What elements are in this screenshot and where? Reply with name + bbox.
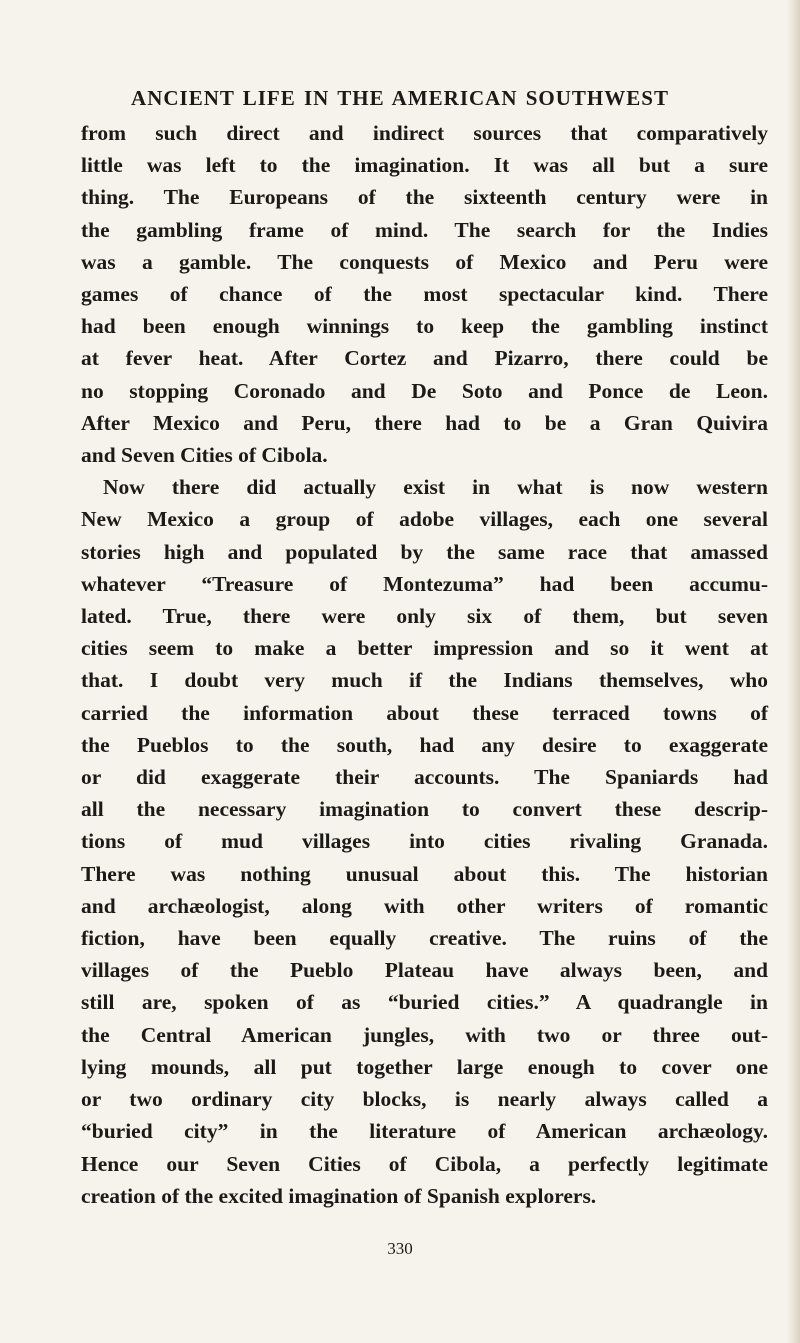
text-line: whatever “Treasure of Montezuma” had been accumu- bbox=[81, 571, 768, 596]
text-line: or did exaggerate their accounts. The Spaniards had bbox=[81, 765, 768, 790]
text-line: at fever heat. After Cortez and Pizarro, there could be bbox=[81, 346, 768, 371]
text-line: the Central American jungles, with two or three out- bbox=[81, 1022, 768, 1047]
body-text bbox=[81, 117, 768, 1212]
text-line: and Seven Cities of Cibola. bbox=[81, 443, 328, 468]
text-line: no stopping Coronado and De Soto and Ponce de Leon. bbox=[81, 378, 768, 403]
text-line: “buried city” in the literature of American archæology. bbox=[81, 1119, 768, 1144]
running-head: ANCIENT LIFE IN THE AMERICAN SOUTHWEST bbox=[131, 86, 669, 110]
text-line: Hence our Seven Cities of Cibola, a perfectly legitimate bbox=[81, 1151, 768, 1176]
text-line: Now there did actually exist in what is now western bbox=[103, 475, 768, 500]
text-line: still are, spoken of as “buried cities.” A quadrangle in bbox=[81, 990, 768, 1015]
page-number: 330 bbox=[387, 1239, 413, 1258]
text-line: had been enough winnings to keep the gambling instinct bbox=[81, 314, 768, 339]
page-edge-shadow bbox=[786, 0, 800, 1343]
text-line: carried the information about these terraced towns of bbox=[81, 700, 768, 725]
text-line: cities seem to make a better impression and so it went at bbox=[81, 636, 768, 661]
text-line: After Mexico and Peru, there had to be a Gran Quivira bbox=[81, 410, 768, 435]
text-line: all the necessary imagination to convert these descrip- bbox=[81, 797, 768, 822]
text-line: and archæologist, along with other writers of romantic bbox=[81, 893, 768, 918]
text-line: fiction, have been equally creative. The ruins of the bbox=[81, 926, 768, 951]
text-line: New Mexico a group of adobe villages, each one several bbox=[81, 507, 768, 532]
text-line: creation of the excited imagination of Spanish explorers. bbox=[81, 1183, 597, 1208]
text-line: from such direct and indirect sources that comparatively bbox=[81, 121, 768, 145]
text-line: or two ordinary city blocks, is nearly always called a bbox=[81, 1087, 768, 1112]
text-line: tions of mud villages into cities rivaling Granada. bbox=[81, 829, 768, 854]
text-line: that. I doubt very much if the Indians themselves, who bbox=[81, 668, 768, 693]
text-line: the gambling frame of mind. The search for the Indies bbox=[81, 217, 768, 242]
text-line: thing. The Europeans of the sixteenth century were in bbox=[81, 185, 768, 210]
text-line: lated. True, there were only six of them, but seven bbox=[81, 604, 768, 629]
text-line: There was nothing unusual about this. The historian bbox=[81, 861, 768, 886]
text-line: games of chance of the most spectacular kind. There bbox=[81, 282, 768, 307]
text-line: villages of the Pueblo Plateau have always been, and bbox=[81, 958, 768, 983]
paragraph bbox=[81, 117, 768, 471]
text-line: lying mounds, all put together large enough to cover one bbox=[81, 1054, 768, 1079]
text-line: stories high and populated by the same race that amassed bbox=[81, 539, 768, 564]
text-line: little was left to the imagination. It was all but a sure bbox=[81, 153, 768, 178]
text-line: was a gamble. The conquests of Mexico and Peru were bbox=[81, 249, 768, 274]
paragraph bbox=[81, 471, 768, 1212]
text-line: the Pueblos to the south, had any desire to exaggerate bbox=[81, 732, 768, 757]
